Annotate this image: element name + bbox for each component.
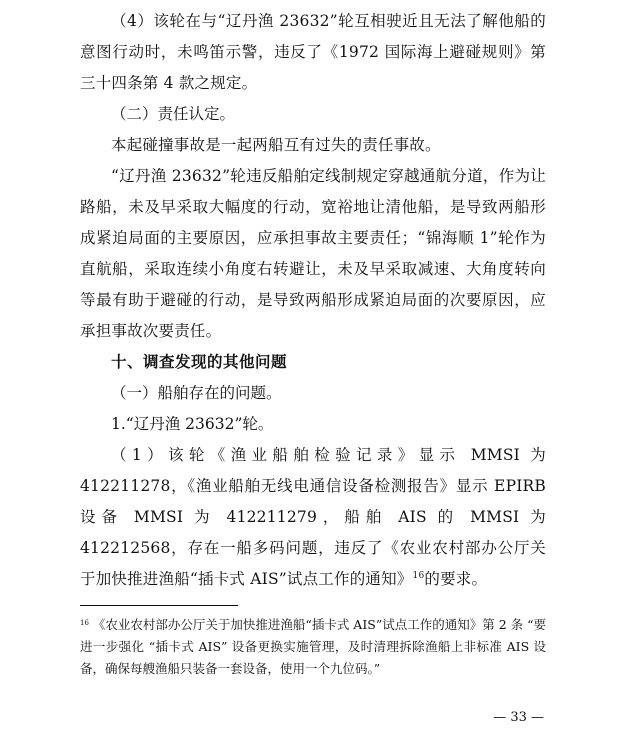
paragraph-mmsi-text: （1）该轮《渔业船舶检验记录》显示 MMSI 为 412211278，《渔业船舶无线电通信设备检测报告》显示 EPIRB 设备 MMSI 为 412211279，船舶 AIS 的 MMSI 为 412212568，存在一船多码问题，违反了《农业农村部办公厅关于加快推进渔船“插卡式 AIS”试点工作的通知》 [80,446,546,588]
page-number: — 33 — [493,710,544,725]
paragraph-item-4: （4）该轮在与“辽丹渔 23632”轮互相驶近且无法了解他船的意图行动时，未鸣笛示警，违反了《1972 国际海上避碰规则》第三十四条第 4 款之规定。 [80,12,546,92]
heading-ship-issues: （一）船舶存在的问题。 [111,384,282,402]
footnote-text: 《农业农村部办公厅关于加快推进渔船“插卡式 AIS”试点工作的通知》第 2 条 “要进一步强化 “插卡式 AIS” 设备更换实施管理，及时清理拆除渔船上非标准 AIS 设备，确保每艘渔船只装备一套设备，使用一个九位码。” [80,617,546,676]
heading-responsibility: （二）责任认定。 [111,105,236,123]
footnote-reference[interactable]: 16 [412,570,425,581]
footnote-divider [80,605,238,606]
paragraph-mmsi-tail: 的要求。 [424,570,488,588]
paragraph-responsibility-detail: “辽丹渔 23632”轮违反船舶定线制规定穿越通航分道，作为让路船，未及早采取大幅度的行动，宽裕地让清他船，是导致两船形成紧迫局面的主要原因，应承担事故主要责任；“锦海顺 1”轮作为直航船，采取连续小角度右转避让，未及早采取减速、大角度转向等最有助于避碰的行动，是导致两船形成紧迫局面的次要原因，应承担事故次要责任。 [80,167,546,340]
footnote-number: 16 [80,619,89,627]
paragraph-responsibility-summary: 本起碰撞事故是一起两船互有过失的责任事故。 [111,136,441,154]
section-title: 十、调查发现的其他问题 [111,353,288,371]
paragraph-mmsi-issue [80,440,546,595]
ship-item-title: 1.“辽丹渔 23632”轮。 [111,415,274,433]
footnote [80,612,546,680]
